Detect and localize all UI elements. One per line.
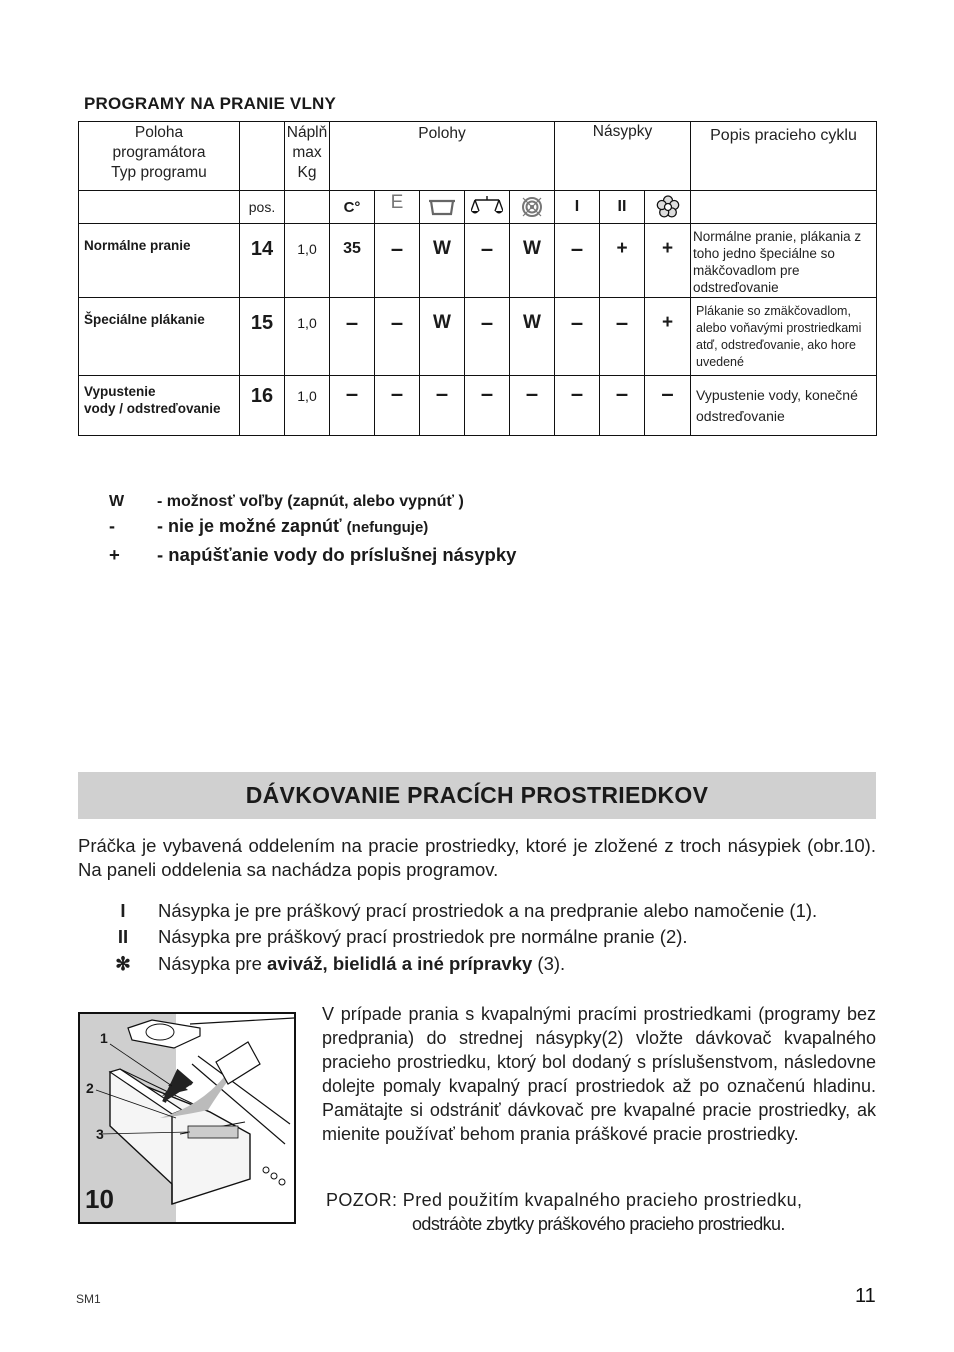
figure-detergent-drawer — [78, 1012, 296, 1224]
legend-symbol: W — [109, 493, 125, 510]
economy-value: – — [390, 310, 404, 335]
program-load: 1,0 — [297, 388, 317, 404]
dispenser-text: Násypka pre práškový prací prostriedok pre normálne pranie (2). — [158, 926, 688, 947]
balance-value: – — [480, 310, 494, 335]
softener-value: – — [661, 381, 674, 406]
dispenser-I-value: – — [570, 236, 584, 261]
header-line: max — [292, 144, 322, 161]
dispenser-I-value: – — [570, 381, 584, 406]
header-line: Typ programu — [111, 164, 207, 181]
spin-value: W — [523, 312, 541, 333]
spin-value: – — [525, 381, 539, 406]
dispenser-marker: I — [120, 900, 126, 921]
header-line: programátora — [112, 144, 206, 161]
intro-paragraph: Práčka je vybavená oddelením na pracie prostriedky, ktoré je zložené z troch násypiek (obr.10). Na paneli oddelenia sa nachádza popis programov. — [78, 835, 876, 880]
economy-value: – — [390, 236, 404, 261]
legend-item — [109, 493, 464, 511]
dispenser-list-item — [108, 952, 565, 976]
dispenser-II-value: – — [615, 310, 629, 335]
temperature-label: C° — [343, 198, 361, 216]
balance-scales-icon — [465, 191, 509, 223]
dispenser-text: Násypka pre — [158, 953, 267, 974]
balance-value: – — [480, 236, 494, 261]
header-position-type — [79, 123, 239, 183]
spin-value: W — [523, 238, 541, 259]
dispenser-II-value: – — [615, 381, 629, 406]
tub-icon — [420, 191, 464, 223]
header-line: Náplň — [286, 124, 328, 141]
legend-item — [109, 544, 516, 566]
dispenser-list-item — [108, 925, 688, 949]
section-heading: DÁVKOVANIE PRACÍCH PROSTRIEDKOV — [78, 772, 876, 819]
dispenser-list-item — [108, 899, 817, 923]
legend-symbol: + — [109, 544, 120, 565]
temp-value: – — [345, 381, 359, 406]
economy-icon: E — [390, 192, 404, 213]
softener-value: + — [661, 312, 674, 333]
program-name: Špeciálne plákanie — [84, 312, 205, 327]
header-description: Popis pracieho cyklu — [710, 127, 857, 144]
header-load — [285, 123, 329, 187]
header-dispensers: Násypky — [592, 123, 653, 140]
program-load: 1,0 — [297, 315, 317, 331]
tub-value: W — [433, 238, 451, 259]
pos-label: pos. — [248, 199, 276, 215]
header-line: Kg — [297, 164, 317, 181]
program-description: Vypustenie vody, konečné odstreďovanie — [696, 387, 858, 424]
program-description: Normálne pranie, plákania z toho jedno špeciálne so mäkčovadlom pre odstreďovanie — [693, 229, 862, 295]
page-number: 11 — [855, 1285, 876, 1307]
legend-symbol: - — [109, 516, 115, 536]
warning-line-1: POZOR: Pred použitím kvapalného pracieho prostriedku, — [326, 1190, 803, 1210]
dispenser-marker: II — [117, 926, 129, 947]
callout-2: 2 — [86, 1080, 94, 1096]
legend-text: - možnosť voľby (zapnút, alebo vypnúť ) — [157, 493, 464, 510]
program-name: Normálne pranie — [84, 238, 191, 253]
document-code: SM1 — [76, 1292, 101, 1306]
program-description: Plákanie so zmäkčovadlom, alebo voňavými prostriedkami atď, odstreďovanie, ako hore uvedené — [696, 304, 862, 369]
softener-value: + — [661, 238, 674, 259]
asterisk-icon: ✻ — [115, 953, 131, 974]
program-pos: 16 — [250, 384, 274, 407]
tub-value: W — [433, 312, 451, 333]
program-name-line: Vypustenie — [84, 384, 156, 399]
tub-value: – — [435, 381, 449, 406]
warning-note — [326, 1188, 876, 1236]
figure-number: 10 — [85, 1184, 114, 1214]
legend-note: (nefunguje) — [346, 519, 429, 536]
dispenser-I-label: I — [574, 198, 580, 215]
header-options: Polohy — [418, 125, 466, 142]
legend-text: - napúšťanie vody do príslušnej násypky — [157, 544, 517, 565]
temp-value: – — [345, 310, 359, 335]
program-name — [84, 383, 238, 423]
liquid-detergent-paragraph: V prípade prania s kvapalnými pracími prostriedkami (programy bez predprania) do strednej násypky(2) vložte dávkovač kvapalného pracieho prostriedku, ktorý bol dodaný s príslušenstvom, následovne dolejte pomaly kvapalný prací prostriedok až po označenú hladinu. Pamätajte si odstrániť dávkovač pre kvapalné pracie prostriedky, ak mienite používať behom prania práškové pracie prostriedky. — [322, 1004, 876, 1144]
dispenser-text: Násypka je pre práškový prací prostriedok a na predpranie alebo namočenie (1). — [158, 900, 818, 921]
program-pos: 15 — [250, 311, 274, 334]
program-load: 1,0 — [297, 241, 317, 257]
program-pos: 14 — [250, 237, 274, 260]
flower-softener-icon — [645, 191, 690, 223]
program-name-line: vody / odstreďovanie — [84, 401, 221, 416]
table-title: PROGRAMY NA PRANIE VLNY — [84, 94, 337, 113]
spin-icon — [510, 191, 554, 223]
economy-value: – — [390, 381, 404, 406]
temp-value: 35 — [343, 240, 361, 257]
dispenser-I-value: – — [570, 310, 584, 335]
legend-item — [109, 516, 428, 537]
callout-1: 1 — [100, 1030, 108, 1046]
dispenser-II-value: + — [616, 238, 628, 259]
callout-3: 3 — [96, 1126, 104, 1142]
warning-line-2: odstráòte zbytky práškového pracieho prostriedku. — [412, 1214, 785, 1234]
dispenser-text-bold: aviváž, bielidlá a iné prípravky — [267, 953, 533, 974]
balance-value: – — [480, 381, 494, 406]
dispenser-II-label: II — [617, 198, 627, 215]
programs-table — [78, 121, 877, 436]
header-line: Poloha — [134, 124, 184, 141]
dispenser-text: (3). — [532, 953, 566, 974]
legend-text: - nie je možné zapnúť — [157, 516, 342, 536]
